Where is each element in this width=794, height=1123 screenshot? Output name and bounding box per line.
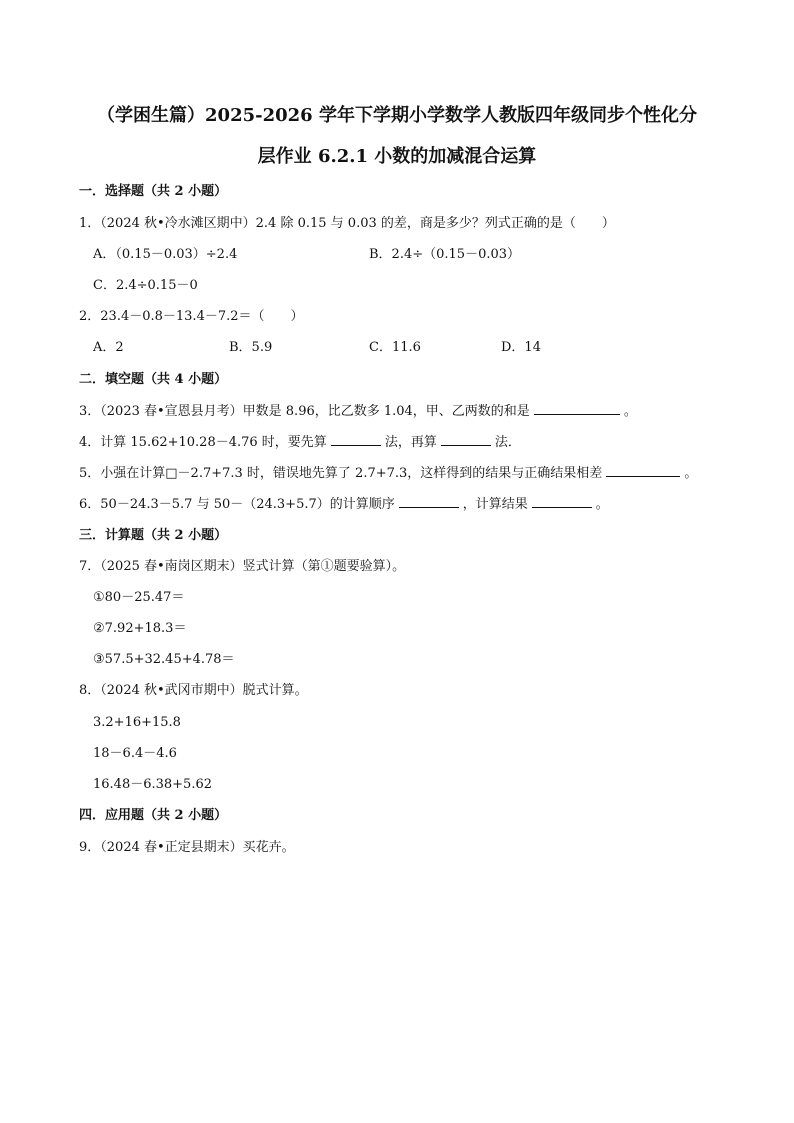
title-line-2: 层作业 6.2.1 小数的加减混合运算 bbox=[257, 146, 537, 167]
question-4 bbox=[79, 433, 521, 452]
answer-blank[interactable] bbox=[534, 402, 620, 415]
question-1-option-b: B．2.4÷（0.15－0.03） bbox=[369, 247, 521, 262]
question-8-item-2: 18－6.4－4.6 bbox=[93, 746, 177, 761]
question-2-stem: 2．23.4－0.8－13.4－7.2＝（ ） bbox=[79, 309, 304, 324]
question-3-end: 。 bbox=[623, 404, 637, 419]
question-9-stem: 9．（2024 春•正定县期末）买花卉。 bbox=[79, 840, 295, 855]
section-heading-application: 四．应用题（共 2 小题） bbox=[79, 808, 228, 823]
question-2-option-a: A．2 bbox=[93, 340, 124, 355]
question-1-option-a: A．（0.15－0.03）÷2.4 bbox=[93, 247, 238, 262]
question-7-item-3: ③57.5+32.45+4.78＝ bbox=[93, 652, 235, 667]
question-7-item-1: ①80－25.47＝ bbox=[93, 590, 185, 605]
question-5-text: 5．小强在计算□－2.7+7.3 时，错误地先算了 2.7+7.3，这样得到的结果与正确结果相差 bbox=[79, 466, 603, 481]
question-2-option-b: B．5.9 bbox=[229, 340, 273, 355]
question-5-end: 。 bbox=[684, 466, 698, 481]
answer-blank[interactable] bbox=[399, 495, 459, 508]
question-8-item-3: 16.48－6.38+5.62 bbox=[93, 777, 212, 792]
question-2-option-c: C．11.6 bbox=[369, 340, 421, 355]
question-3-text: 3．（2023 春•宣恩县月考）甲数是 8.96，比乙数多 1.04，甲、乙两数的和是 bbox=[79, 404, 530, 419]
question-1-stem: 1．（2024 秋•冷水滩区期中）2.4 除 0.15 与 0.03 的差，商是多少？列式正确的是（ ） bbox=[79, 216, 615, 231]
question-5 bbox=[79, 464, 697, 483]
title-line-1: （学困生篇）2025-2026 学年下学期小学数学人教版四年级同步个性化分 bbox=[97, 105, 697, 126]
question-7-stem: 7．（2025 春•南岗区期末）竖式计算（第①题要验算）。 bbox=[79, 559, 406, 574]
question-4-mid: 法，再算 bbox=[384, 435, 437, 450]
question-1-option-c: C．2.4÷0.15－0 bbox=[93, 278, 198, 293]
question-2-option-d: D．14 bbox=[501, 340, 541, 355]
question-7-item-2: ②7.92+18.3＝ bbox=[93, 621, 187, 636]
question-8-item-1: 3.2+16+15.8 bbox=[93, 715, 181, 730]
question-4-end: 法． bbox=[494, 435, 521, 450]
section-heading-choice: 一．选择题（共 2 小题） bbox=[79, 184, 228, 199]
section-heading-calc: 三．计算题（共 2 小题） bbox=[79, 528, 228, 543]
answer-blank[interactable] bbox=[331, 433, 381, 446]
section-heading-fill: 二．填空题（共 4 小题） bbox=[79, 372, 228, 387]
answer-blank[interactable] bbox=[532, 495, 592, 508]
question-6-mid: ，计算结果 bbox=[462, 497, 528, 512]
question-3 bbox=[79, 402, 637, 421]
answer-blank[interactable] bbox=[606, 464, 680, 477]
answer-blank[interactable] bbox=[441, 433, 491, 446]
question-6-end: 。 bbox=[595, 497, 609, 512]
question-6-text: 6．50－24.3－5.7 与 50－（24.3+5.7）的计算顺序 bbox=[79, 497, 395, 512]
question-6 bbox=[79, 495, 609, 514]
question-8-stem: 8．（2024 秋•武冈市期中）脱式计算。 bbox=[79, 683, 308, 698]
question-4-text: 4．计算 15.62+10.28－4.76 时，要先算 bbox=[79, 435, 327, 450]
